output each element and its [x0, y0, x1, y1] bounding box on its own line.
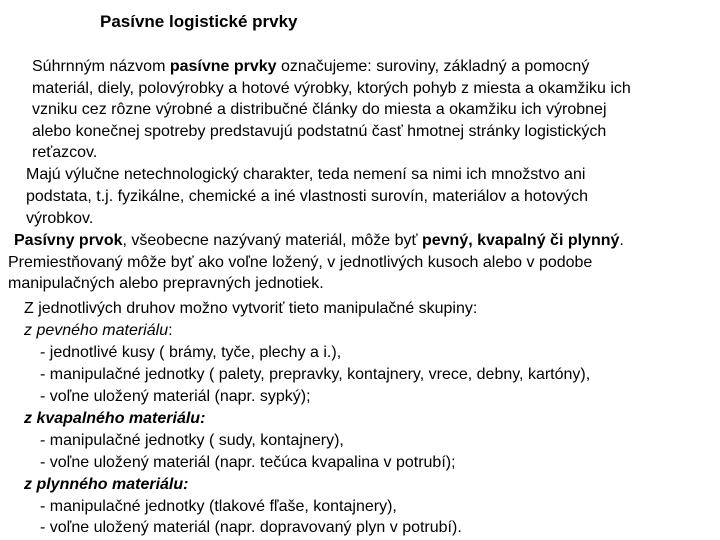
p3-term-passive-element: Pasívny prvok — [14, 232, 123, 249]
paragraph-1-line-1 — [32, 56, 589, 78]
paragraph-3-line-1 — [14, 230, 624, 252]
paragraph-1-line-5: reťazcov. — [32, 144, 98, 161]
list-item: - voľne uložený materiál (napr. tečúca kvapalina v potrubí); — [40, 454, 456, 471]
liquid-heading: z kvapalného materiálu: — [24, 410, 206, 427]
paragraph-4-line-2: manipulačných alebo prepravných jednotiek. — [8, 275, 324, 292]
list-item: - voľne uložený materiál (napr. sypký); — [40, 388, 311, 405]
solid-heading-text: z pevného materiálu — [24, 322, 169, 339]
p1-text: označujeme: suroviny, základný a pomocný — [276, 58, 590, 75]
p1-term-passive-elements: pasívne prvky — [169, 58, 277, 75]
paragraph-1-line-2: materiál, diely, polovýrobky a hotové výrobky, ktorých pohyb z miesta a okamžiku ich — [32, 80, 631, 97]
gas-heading: z plynného materiálu: — [24, 476, 189, 493]
solid-heading — [24, 320, 173, 342]
paragraph-1-line-3: vzniku cez rôzne výrobné a distribučné články do miesta a okamžiku ich výrobnej — [32, 101, 607, 118]
list-item: - jednotlivé kusy ( brámy, tyče, plechy a i.), — [40, 344, 342, 361]
list-item: - manipulačné jednotky (tlakové fľaše, kontajnery), — [40, 498, 397, 515]
paragraph-2-line-3: výrobkov. — [26, 210, 94, 227]
paragraph-4-line-1: Premiestňovaný môže byť ako voľne ložený, v jednotlivých kusoch alebo v podobe — [8, 254, 593, 271]
p3-text: , všeobecne nazývaný materiál, môže byť — [122, 232, 422, 249]
list-item: - manipulačné jednotky ( palety, prepravky, kontajnery, vrece, debny, kartóny), — [40, 366, 591, 383]
paragraph-2-line-2: podstata, t.j. fyzikálne, chemické a iné vlastnosti surovín, materiálov a hotových — [26, 188, 589, 205]
list-item: - voľne uložený materiál (napr. dopravovaný plyn v potrubí). — [40, 519, 462, 536]
p3-text: . — [619, 232, 624, 249]
p1-text: Súhrnným názvom — [32, 58, 170, 75]
solid-heading-colon: : — [168, 322, 173, 339]
paragraph-2-line-1: Majú výlučne netechnologický charakter, teda nemení sa nimi ich množstvo ani — [26, 166, 586, 183]
page-title: Pasívne logistické prvky — [100, 12, 298, 31]
paragraph-1-line-4: alebo konečnej spotreby predstavujú podstatnú časť hmotnej stránky logistických — [32, 123, 607, 140]
list-item: - manipulačné jednotky ( sudy, kontajnery), — [40, 432, 344, 449]
groups-intro: Z jednotlivých druhov možno vytvoriť tieto manipulačné skupiny: — [24, 300, 478, 317]
p3-term-states: pevný, kvapalný či plynný — [421, 232, 620, 249]
